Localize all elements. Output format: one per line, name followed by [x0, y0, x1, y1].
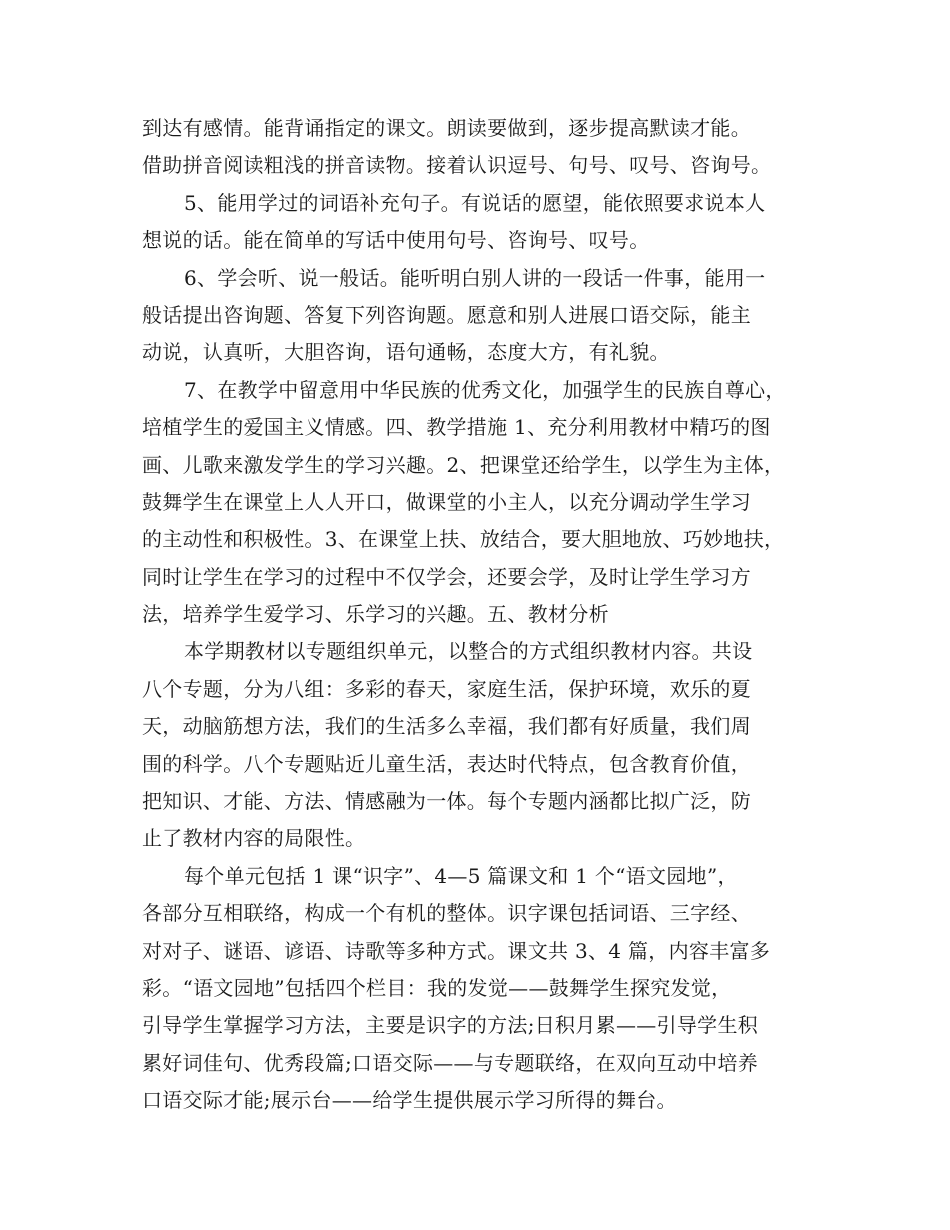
- text-line: 口语交际才能;展示台——给学生提供展示学习所得的舞台。: [142, 1088, 677, 1113]
- text-line: 同时让学生在学习的过程中不仅学会，还要会学，及时让学生学习方: [142, 564, 751, 589]
- text-line: 彩。“语文园地”包括四个栏目：我的发觉——鼓舞学生探究发觉，: [142, 975, 732, 1000]
- document-body: [142, 110, 822, 1120]
- paragraph-start-line: 6、学会听、说一般话。能听明白别人讲的一段话一件事，能用一: [184, 265, 766, 290]
- text-line: 想说的话。能在简单的写话中使用句号、咨询号、叹号。: [142, 228, 650, 253]
- text-line: 借助拼音阅读粗浅的拼音读物。接着认识逗号、句号、叹号、咨询号。: [142, 153, 772, 178]
- text-line: 对对子、谜语、谚语、诗歌等多种方式。课文共 3、4 篇，内容丰富多: [142, 938, 771, 963]
- text-line: 鼓舞学生在课堂上人人开口，做课堂的小主人，以充分调动学生学习: [142, 489, 751, 514]
- paragraph-start-line: 本学期教材以专题组织单元，以整合的方式组织教材内容。共设: [184, 639, 753, 664]
- paragraph-start-line: 每个单元包括 1 课“识字”、4—5 篇课文和 1 个“语文园地”，: [184, 863, 738, 888]
- text-line: 到达有感情。能背诵指定的课文。朗读要做到，逐步提高默读才能。: [142, 116, 751, 140]
- text-line: 围的科学。八个专题贴近儿童生活，表达时代特点，包含教育价值，: [142, 751, 751, 776]
- text-line: 引导学生掌握学习方法，主要是识字的方法;日积月累——引导学生积: [142, 1013, 759, 1038]
- paragraph-start-line: 5、能用学过的词语补充句子。有说话的愿望，能依照要求说本人: [184, 190, 766, 215]
- text-line: 般话提出咨询题、答复下列咨询题。愿意和别人进展口语交际，能主: [142, 302, 751, 327]
- text-line: 动说，认真听，大胆咨询，语句通畅，态度大方，有礼貌。: [142, 340, 670, 365]
- text-line: 天，动脑筋想方法，我们的生活多么幸福，我们都有好质量，我们周: [142, 714, 751, 739]
- text-line: 画、儿歌来激发学生的学习兴趣。2、把课堂还给学生，以学生为主体，: [142, 452, 785, 477]
- text-line: 把知识、才能、方法、情感融为一体。每个专题内涵都比拟广泛，防: [142, 789, 751, 814]
- text-line: 培植学生的爱国主义情感。四、教学措施 1、充分利用教材中精巧的图: [142, 415, 771, 440]
- text-line: 的主动性和积极性。3、在课堂上扶、放结合，要大胆地放、巧妙地扶，: [142, 527, 785, 552]
- text-line: 各部分互相联络，构成一个有机的整体。识字课包括词语、三字经、: [142, 901, 751, 926]
- text-line: 八个专题，分为八组：多彩的春天，家庭生活，保护环境，欢乐的夏: [142, 676, 751, 701]
- paragraph-start-line: 7、在教学中留意用中华民族的优秀文化，加强学生的民族自尊心，: [184, 377, 786, 402]
- text-line: 累好词佳句、优秀段篇;口语交际——与专题联络，在双向互动中培养: [142, 1050, 759, 1075]
- text-line: 止了教材内容的局限性。: [142, 826, 366, 851]
- text-line: 法，培养学生爱学习、乐学习的兴趣。五、教材分析: [142, 602, 609, 627]
